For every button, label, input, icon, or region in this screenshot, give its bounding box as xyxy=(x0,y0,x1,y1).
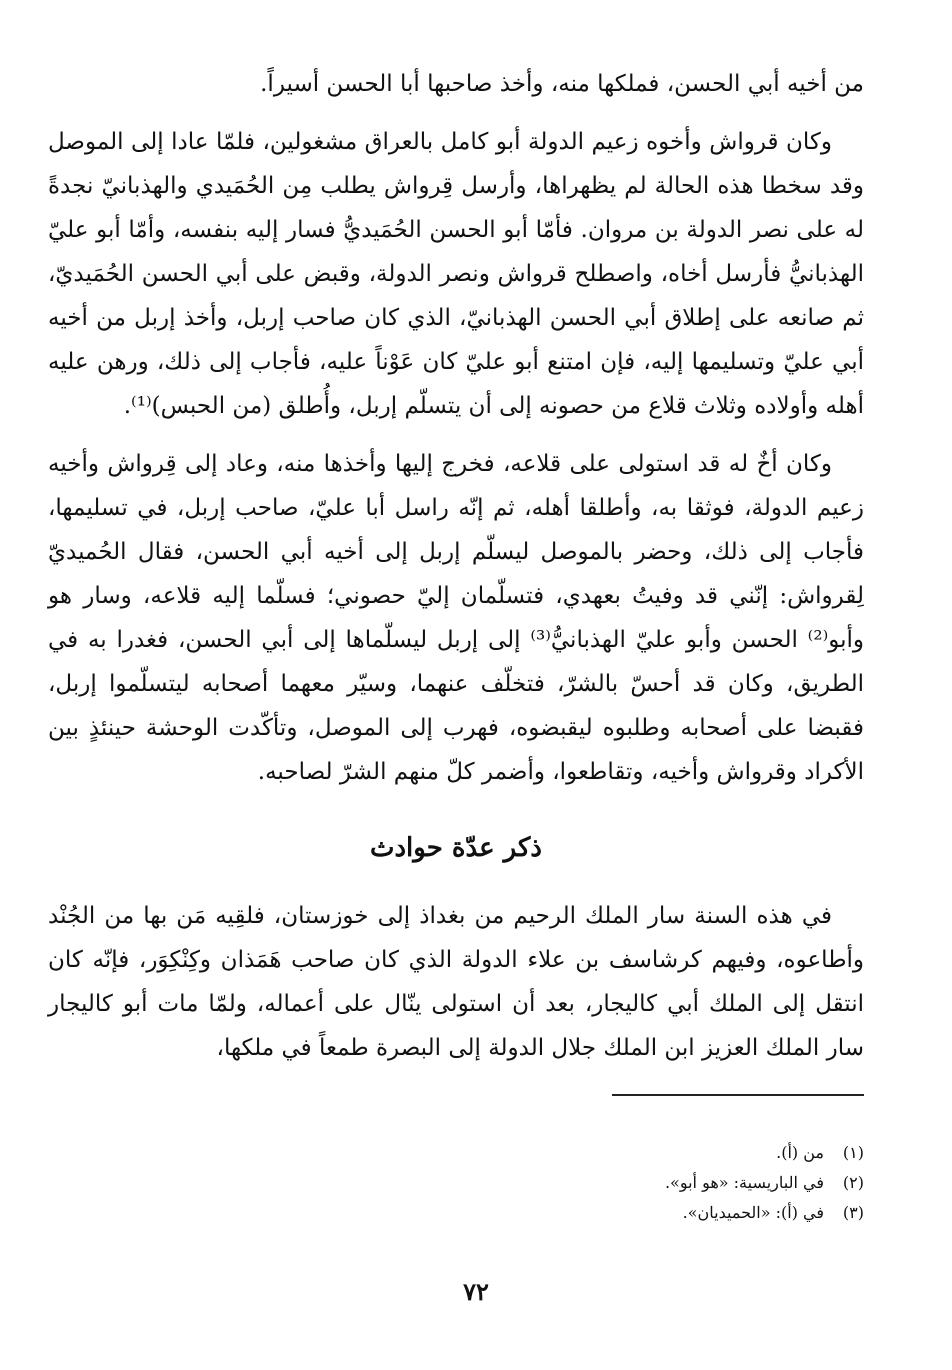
footnote-text: في الباريسية: «هو أبو». xyxy=(664,1173,824,1192)
footnote-text: من (أ). xyxy=(776,1143,824,1162)
footnote-number: (٣) xyxy=(842,1203,864,1222)
paragraph-2: وكان قرواش وأخوه زعيم الدولة أبو كامل بالعراق مشغولين، فلمّا عادا إلى الموصل وقد سخطا هذه الحالة لم يظهراها، وأرسل قِرواش يطلب مِن الحُمَيدي والهذبانيّ نجدةً له على نصر الدولة بن مروان. فأمّا أبو الحسن الحُمَيديُّ فسار إليه بنفسه، وأمّا أبو عليّ الهذبانيُّ فأرسل أخاه، واصطلح قرواش ونصر الدولة، وقبض على أبي الحسن الحُمَيديّ، ثم صانعه على إطلاق أبي الحسن الهذبانيّ، الذي كان صاحب إربل، وأخذ إربل من أخيه أبي عليّ وتسليمها إليه، فإن امتنع أبو عليّ كان عَوْناً عليه، فأجاب إلى ذلك، ورهن عليه أهله وأولاده وثلاث قلاع من حصونه إلى أن يتسلّم إربل، وأُطلق (من الحبس)⁽¹⁾. xyxy=(48,129,864,419)
footnote-text: في (أ): «الحميديان». xyxy=(682,1203,824,1222)
footnote-divider xyxy=(612,1094,864,1096)
paragraph-1: من أخيه أبي الحسن، فملكها منه، وأخذ صاحبها أبا الحسن أسيراً. xyxy=(260,71,864,97)
footnote-1 xyxy=(464,1138,864,1168)
footnote-number: (١) xyxy=(842,1143,864,1162)
footnote-3 xyxy=(464,1198,864,1228)
page-body xyxy=(48,62,864,1070)
paragraph-3: وكان أخٌ له قد استولى على قلاعه، فخرج إليها وأخذها منه، وعاد إلى قِرواش وأخيه زعيم الدولة، فوثقا به، وأطلقا أهله، ثم إنّه راسل أبا عليّ، صاحب إربل، في تسليمها، فأجاب إلى ذلك، وحضر بالموصل ليسلّم إربل إلى أخيه أبي الحسن، فقال الحُميديّ لِقرواش: إنّني قد وفيتُ بعهدي، فتسلّمان إليّ حصوني؛ فسلّما إليه قلاعه، وسار هو وأبو⁽²⁾ الحسن وأبو عليّ الهذبانيُّ⁽³⁾ إلى إربل ليسلّماها إلى أبي الحسن، فغدرا به في الطريق، وكان قد أحسّ بالشرّ، فتخلّف عنهما، وسيّر معهما أصحابه ليتسلّموا إربل، فقبضا على أصحابه وطلبوه ليقبضوه، فهرب إلى الموصل، وتأكّدت الوحشة حينئذٍ بين الأكراد وقرواش وأخيه، وتقاطعوا، وأضمر كلّ منهم الشرّ لصاحبه. xyxy=(48,451,864,785)
section-heading: ذكر عدّة حوادث xyxy=(370,833,542,863)
footnote-2 xyxy=(464,1168,864,1198)
footnotes xyxy=(464,1138,864,1228)
footnote-number: (٢) xyxy=(842,1173,864,1192)
paragraph-4: في هذه السنة سار الملك الرحيم من بغداذ إلى خوزستان، فلقِيه مَن بها من الجُنْد وأطاعوه، وفيهم كرشاسف بن علاء الدولة الذي كان صاحب هَمَذان وكِنْكِوَر، فإنّه كان انتقل إلى الملك أبي كاليجار، بعد أن استولى ينّال على أعماله، ولمّا مات أبو كاليجار سار الملك العزيز ابن الملك جلال الدولة إلى البصرة طمعاً في ملكها، xyxy=(48,903,864,1061)
page-number: ٧٢ xyxy=(463,1277,489,1306)
